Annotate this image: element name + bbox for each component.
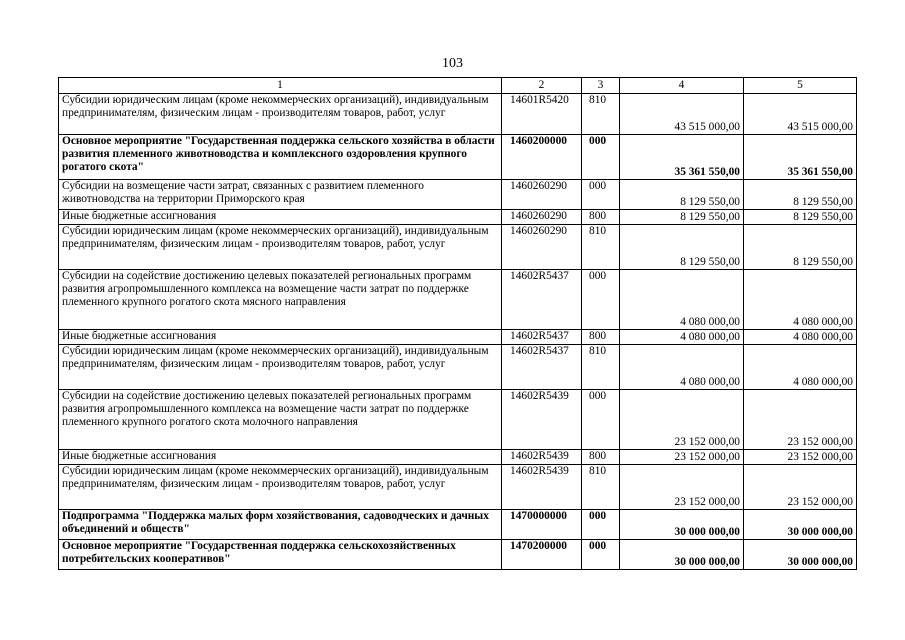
table-row xyxy=(59,180,857,210)
item-name: Субсидии юридическим лицам (кроме некоммерческих организаций), индивидуальным предпринимателям, физическим лицам - производителям товаров, работ, услуг xyxy=(59,225,502,270)
table-row xyxy=(59,345,857,390)
column-header: 3 xyxy=(582,78,620,94)
column-header: 2 xyxy=(502,78,582,94)
item-sum-2: 4 080 000,00 xyxy=(744,270,857,330)
item-sum-1: 8 129 550,00 xyxy=(620,210,744,225)
item-name: Субсидии на возмещение части затрат, связанных с развитием племенного животноводства на территории Приморского края xyxy=(59,180,502,210)
item-sum-2: 4 080 000,00 xyxy=(744,345,857,390)
item-expense-type: 000 xyxy=(582,180,620,210)
item-expense-type: 800 xyxy=(582,450,620,465)
item-sum-1: 30 000 000,00 xyxy=(620,510,744,540)
item-code: 1460260290 xyxy=(502,225,582,270)
item-name: Иные бюджетные ассигнования xyxy=(59,210,502,225)
item-name: Субсидии юридическим лицам (кроме некоммерческих организаций), индивидуальным предпринимателям, физическим лицам - производителям товаров, работ, услуг xyxy=(59,94,502,135)
table-row xyxy=(59,94,857,135)
item-name: Подпрограмма "Поддержка малых форм хозяйствования, садоводческих и дачных объединений и обществ" xyxy=(59,510,502,540)
table-row xyxy=(59,540,857,570)
item-code: 14602R5439 xyxy=(502,450,582,465)
column-header: 4 xyxy=(620,78,744,94)
item-sum-2: 43 515 000,00 xyxy=(744,94,857,135)
column-header: 5 xyxy=(744,78,857,94)
item-sum-1: 4 080 000,00 xyxy=(620,330,744,345)
item-sum-1: 23 152 000,00 xyxy=(620,390,744,450)
item-expense-type: 000 xyxy=(582,270,620,330)
table-row xyxy=(59,225,857,270)
item-code: 14602R5439 xyxy=(502,390,582,450)
item-sum-1: 23 152 000,00 xyxy=(620,450,744,465)
item-sum-1: 23 152 000,00 xyxy=(620,465,744,510)
item-expense-type: 000 xyxy=(582,135,620,180)
item-sum-1: 43 515 000,00 xyxy=(620,94,744,135)
item-code: 1460260290 xyxy=(502,210,582,225)
item-expense-type: 800 xyxy=(582,330,620,345)
item-name: Субсидии на содействие достижению целевых показателей региональных программ развития агропромышленного комплекса на возмещение части затрат по поддержке племенного крупного рогатого скота мясного направления xyxy=(59,270,502,330)
item-code: 1470000000 xyxy=(502,510,582,540)
column-number-row xyxy=(59,78,857,94)
item-sum-2: 8 129 550,00 xyxy=(744,225,857,270)
page-number: 103 xyxy=(442,56,463,71)
item-sum-1: 35 361 550,00 xyxy=(620,135,744,180)
item-sum-1: 8 129 550,00 xyxy=(620,180,744,210)
item-sum-2: 4 080 000,00 xyxy=(744,330,857,345)
item-code: 1470200000 xyxy=(502,540,582,570)
item-sum-1: 4 080 000,00 xyxy=(620,270,744,330)
item-expense-type: 810 xyxy=(582,345,620,390)
table-row xyxy=(59,330,857,345)
table-row xyxy=(59,510,857,540)
item-name: Субсидии на содействие достижению целевых показателей региональных программ развития агропромышленного комплекса на возмещение части затрат по поддержке племенного крупного рогатого скота молочного направления xyxy=(59,390,502,450)
item-code: 1460260290 xyxy=(502,180,582,210)
item-name: Иные бюджетные ассигнования xyxy=(59,330,502,345)
item-expense-type: 800 xyxy=(582,210,620,225)
item-name: Субсидии юридическим лицам (кроме некоммерческих организаций), индивидуальным предпринимателям, физическим лицам - производителям товаров, работ, услуг xyxy=(59,345,502,390)
table-row xyxy=(59,270,857,330)
item-code: 14601R5420 xyxy=(502,94,582,135)
item-name: Основное мероприятие "Государственная поддержка сельского хозяйства в области развития племенного животноводства и комплексного оздоровления крупного рогатого скота" xyxy=(59,135,502,180)
item-code: 14602R5437 xyxy=(502,270,582,330)
table-row xyxy=(59,135,857,180)
table-row xyxy=(59,450,857,465)
item-expense-type: 000 xyxy=(582,510,620,540)
item-code: 14602R5437 xyxy=(502,345,582,390)
item-expense-type: 000 xyxy=(582,390,620,450)
column-header: 1 xyxy=(59,78,502,94)
item-name: Субсидии юридическим лицам (кроме некоммерческих организаций), индивидуальным предпринимателям, физическим лицам - производителям товаров, работ, услуг xyxy=(59,465,502,510)
item-expense-type: 810 xyxy=(582,465,620,510)
item-expense-type: 810 xyxy=(582,225,620,270)
item-sum-2: 23 152 000,00 xyxy=(744,450,857,465)
item-code: 1460200000 xyxy=(502,135,582,180)
item-sum-2: 23 152 000,00 xyxy=(744,390,857,450)
item-sum-2: 30 000 000,00 xyxy=(744,540,857,570)
item-name: Иные бюджетные ассигнования xyxy=(59,450,502,465)
item-sum-1: 8 129 550,00 xyxy=(620,225,744,270)
item-sum-2: 30 000 000,00 xyxy=(744,510,857,540)
item-code: 14602R5437 xyxy=(502,330,582,345)
item-code: 14602R5439 xyxy=(502,465,582,510)
item-sum-1: 4 080 000,00 xyxy=(620,345,744,390)
budget-table xyxy=(58,77,857,570)
item-sum-1: 30 000 000,00 xyxy=(620,540,744,570)
item-sum-2: 8 129 550,00 xyxy=(744,180,857,210)
item-sum-2: 23 152 000,00 xyxy=(744,465,857,510)
table-row xyxy=(59,210,857,225)
item-expense-type: 810 xyxy=(582,94,620,135)
table-row xyxy=(59,390,857,450)
item-sum-2: 8 129 550,00 xyxy=(744,210,857,225)
item-sum-2: 35 361 550,00 xyxy=(744,135,857,180)
item-expense-type: 000 xyxy=(582,540,620,570)
table-row xyxy=(59,465,857,510)
item-name: Основное мероприятие "Государственная поддержка сельскохозяйственных потребительских кооперативов" xyxy=(59,540,502,570)
